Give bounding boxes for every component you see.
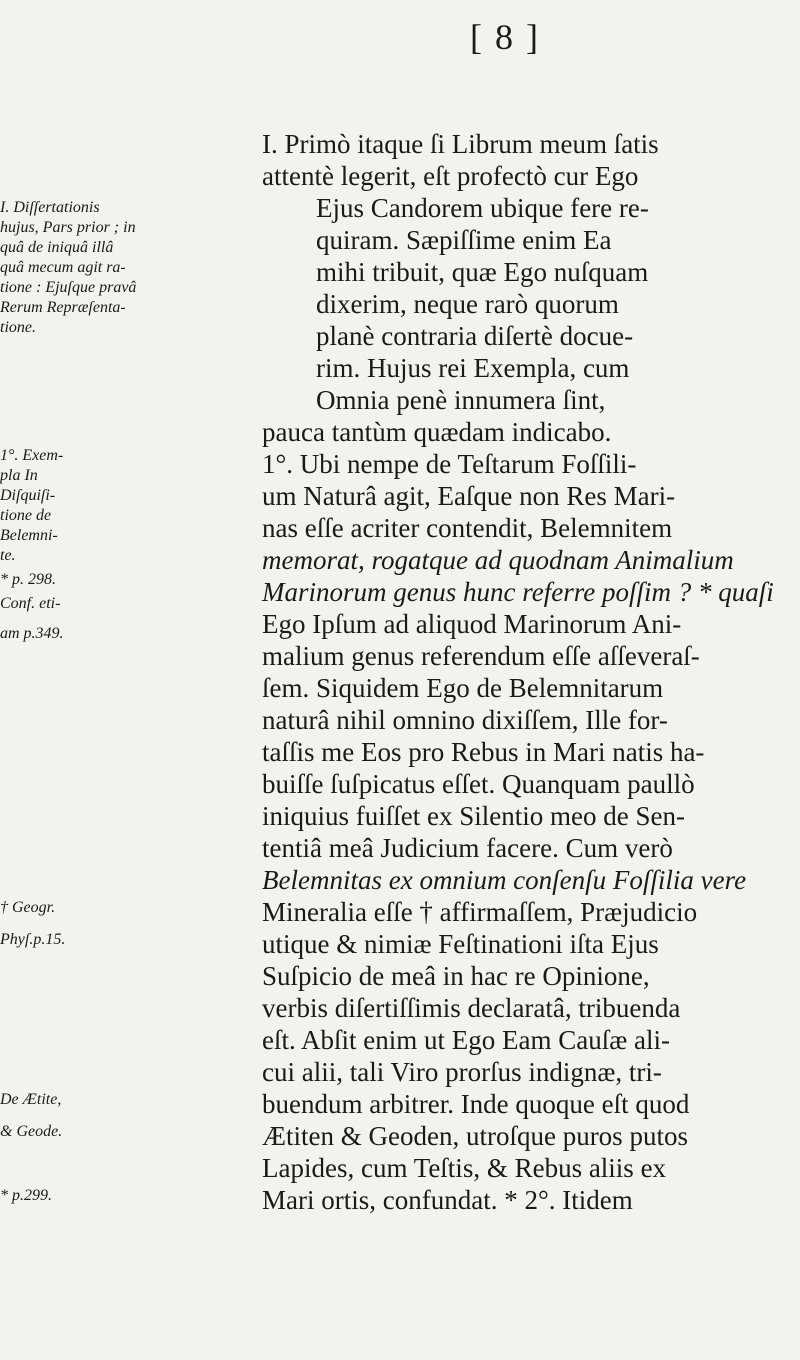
text-line: memorat, rogatque ad quodnam Animalium: [262, 545, 734, 575]
text-line: dixerim, neque rarò quorum: [316, 289, 619, 319]
text-line: quiram. Sæpiſſime enim Ea: [316, 225, 612, 255]
text-line: nas eſſe acriter contendit, Belemnitem: [262, 513, 673, 543]
text-line: tentiâ meâ Judicium facere. Cum verò: [262, 833, 673, 863]
margin-note: tione : Ejuſque pravâ: [0, 279, 137, 296]
text-line: verbis diſertiſſimis declaratâ, tribuenda: [262, 993, 681, 1023]
margin-note: Conf. eti-: [0, 595, 61, 612]
text-line: Ætiten & Geoden, utroſque puros putos: [262, 1121, 688, 1151]
text-line: iniquius fuiſſet ex Silentio meo de Sen-: [262, 801, 685, 831]
margin-note: Rerum Repræſenta-: [0, 299, 126, 316]
margin-note: am p.349.: [0, 625, 64, 642]
text-line: Suſpicio de meâ in hac re Opinione,: [262, 961, 650, 991]
margin-note: Phyſ.p.15.: [0, 931, 66, 948]
text-line: Lapides, cum Teſtis, & Rebus aliis ex: [262, 1153, 667, 1183]
text-line: Belemnitas ex omnium conſenſu Foſſilia vere: [262, 865, 747, 895]
margin-note: Diſquiſi-: [0, 487, 56, 504]
text-line: buiſſe ſuſpicatus eſſet. Quanquam paullò: [262, 769, 695, 799]
margin-note: Belemni-: [0, 527, 58, 544]
text-line: cui alii, tali Viro prorſus indignæ, tri-: [262, 1057, 662, 1087]
text-line: Mari ortis, confundat. * 2°. Itidem: [262, 1185, 633, 1215]
text-line: malium genus referendum eſſe aſſeveraſ-: [262, 641, 700, 671]
text-line: um Naturâ agit, Eaſque non Res Mari-: [262, 481, 676, 511]
text-line: naturâ nihil omnino dixiſſem, Ille for-: [262, 705, 668, 735]
text-line: taſſis me Eos pro Rebus in Mari natis ha-: [262, 737, 705, 767]
margin-note: pla In: [0, 467, 38, 484]
text-line: pauca tantùm quædam indicabo.: [262, 417, 612, 447]
text-line: attentè legerit, eſt profectò cur Ego: [262, 161, 639, 191]
margin-note: quâ mecum agit ra-: [0, 259, 126, 276]
text-line: Omnia penè innumera ſint,: [316, 385, 606, 415]
margin-note: te.: [0, 547, 16, 564]
text-line: Ego Ipſum ad aliquod Marinorum Ani-: [262, 609, 682, 639]
text-line: ſem. Siquidem Ego de Belemnitarum: [262, 673, 664, 703]
text-line: I. Primò itaque ſi Librum meum ſatis: [262, 129, 659, 159]
text-line: Marinorum genus hunc referre poſſim ? * quaſi: [262, 577, 774, 607]
text-line: eſt. Abſit enim ut Ego Eam Cauſæ ali-: [262, 1025, 670, 1055]
text-line: utique & nimiæ Feſtinationi iſta Ejus: [262, 929, 659, 959]
margin-note: * p. 298.: [0, 571, 56, 588]
margin-note: tione.: [0, 319, 36, 336]
margin-note: quâ de iniquâ illâ: [0, 239, 114, 256]
margin-note: De Ætite,: [0, 1091, 62, 1108]
text-line: Ejus Candorem ubique fere re-: [316, 193, 649, 223]
margin-note: tione de: [0, 507, 52, 524]
margin-note: & Geode.: [0, 1123, 63, 1140]
margin-note: I. Diſſertationis: [0, 199, 100, 216]
page-number: [ 8 ]: [470, 17, 540, 57]
text-line: mihi tribuit, quæ Ego nuſquam: [316, 257, 649, 287]
text-line: planè contraria diſertè docue-: [316, 321, 634, 351]
text-line: buendum arbitrer. Inde quoque eſt quod: [262, 1089, 690, 1119]
text-line: rim. Hujus rei Exempla, cum: [316, 353, 630, 383]
margin-note: hujus, Pars prior ; in: [0, 219, 136, 236]
margin-note: † Geogr.: [0, 899, 56, 916]
margin-note: * p.299.: [0, 1187, 52, 1204]
text-line: Mineralia eſſe † affirmaſſem, Præjudicio: [262, 897, 698, 927]
margin-note: 1°. Exem-: [0, 447, 64, 464]
text-line: 1°. Ubi nempe de Teſtarum Foſſili-: [262, 449, 637, 479]
